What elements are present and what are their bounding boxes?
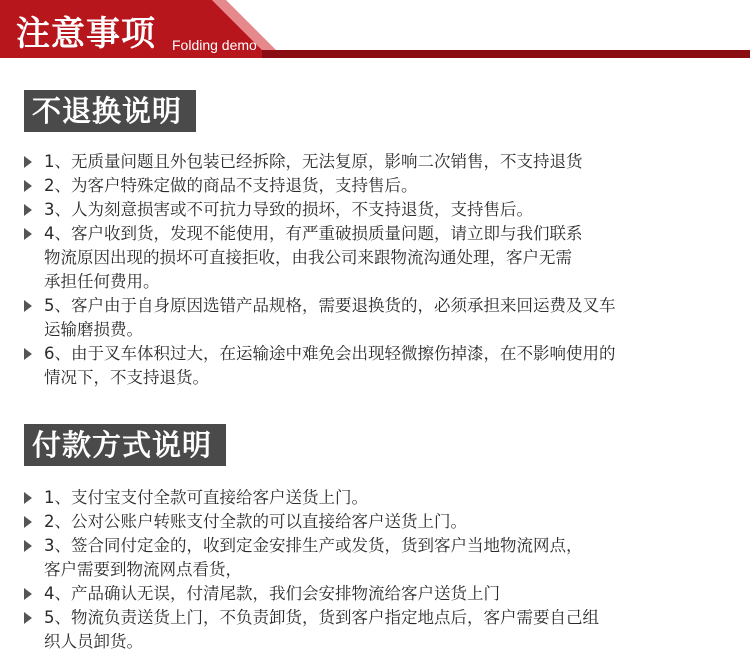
section-title-no-return: 不退换说明 bbox=[24, 90, 196, 132]
arrow-icon bbox=[24, 204, 32, 216]
list-item: 3、人为刻意损害或不可抗力导致的损坏，不支持退货，支持售后。 bbox=[22, 198, 722, 222]
arrow-icon bbox=[24, 300, 32, 312]
payment-list bbox=[22, 486, 722, 654]
list-item: 2、为客户特殊定做的商品不支持退货，支持售后。 bbox=[22, 174, 722, 198]
arrow-icon bbox=[24, 516, 32, 528]
arrow-icon bbox=[24, 540, 32, 552]
list-item: 2、公对公账户转账支付全款的可以直接给客户送货上门。 bbox=[22, 510, 722, 534]
arrow-icon bbox=[24, 228, 32, 240]
no-return-list bbox=[22, 150, 722, 390]
header-banner bbox=[0, 0, 750, 66]
page-subtitle: Folding demo bbox=[172, 37, 257, 53]
arrow-icon bbox=[24, 156, 32, 168]
list-item: 1、无质量问题且外包装已经拆除，无法复原，影响二次销售，不支持退货 bbox=[22, 150, 722, 174]
arrow-icon bbox=[24, 180, 32, 192]
list-item: 5、客户由于自身原因选错产品规格，需要退换货的，必须承担来回运费及叉车 运输磨损费。 bbox=[22, 294, 722, 342]
section-title-payment: 付款方式说明 bbox=[24, 424, 226, 466]
arrow-icon bbox=[24, 348, 32, 360]
list-item: 6、由于叉车体积过大，在运输途中难免会出现轻微擦伤掉漆，在不影响使用的 情况下，不支持退货。 bbox=[22, 342, 722, 390]
arrow-icon bbox=[24, 612, 32, 624]
list-item: 5、物流负责送货上门，不负责卸货，货到客户指定地点后，客户需要自己组 织人员卸货。 bbox=[22, 606, 722, 654]
list-item: 4、产品确认无误，付清尾款，我们会安排物流给客户送货上门 bbox=[22, 582, 722, 606]
list-item: 3、签合同付定金的，收到定金安排生产或发货，货到客户当地物流网点， 客户需要到物流网点看货， bbox=[22, 534, 722, 582]
page-title: 注意事项 bbox=[16, 14, 156, 54]
arrow-icon bbox=[24, 492, 32, 504]
arrow-icon bbox=[24, 588, 32, 600]
list-item: 4、客户收到货，发现不能使用，有严重破损质量问题，请立即与我们联系 物流原因出现的损坏可直接拒收，由我公司来跟物流沟通处理，客户无需 承担任何费用。 bbox=[22, 222, 722, 294]
list-item: 1、支付宝支付全款可直接给客户送货上门。 bbox=[22, 486, 722, 510]
